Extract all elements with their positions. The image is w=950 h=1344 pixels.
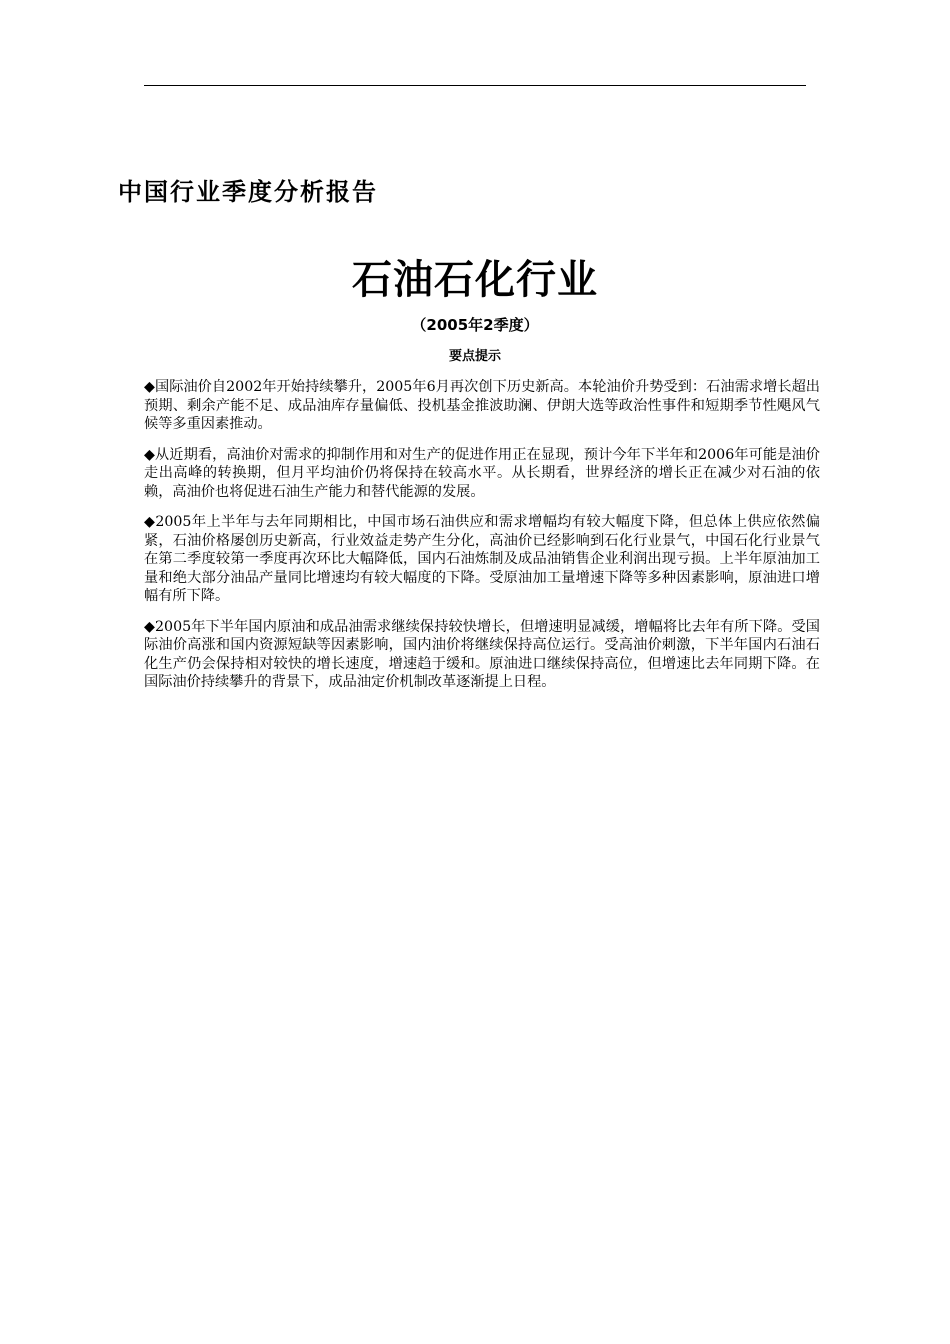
report-title: 石油石化行业: [352, 257, 598, 303]
series-title: 中国行业季度分析报告: [118, 178, 378, 206]
header-rule: [144, 85, 806, 86]
key-point-2: ◆从近期看，高油价对需求的抑制作用和对生产的促进作用正在显现，预计今年下半年和2006年可能是油价走出高峰的转换期，但月平均油价仍将保持在较高水平。从长期看，世界经济的增长正在减少对石油的依赖，高油价也将促进石油生产能力和替代能源的发展。: [144, 446, 820, 500]
key-point-1: ◆国际油价自2002年开始持续攀升，2005年6月再次创下历史新高。本轮油价升势受到：石油需求增长超出预期、剩余产能不足、成品油库存量偏低、投机基金推波助澜、伊朗大选等政治性事件和短期季节性飓风气候等多重因素推动。: [144, 379, 820, 432]
summary-heading: 要点提示: [448, 349, 501, 364]
key-point-3: ◆2005年上半年与去年同期相比，中国市场石油供应和需求增幅均有较大幅度下降，但总体上供应依然偏紧，石油价格屡创历史新高，行业效益走势产生分化，高油价已经影响到石化行业景气，中国石化行业景气在第二季度较第一季度再次环比大幅降低，国内石油炼制及成品油销售企业利润出现亏损。上半年原油加工量和绝大部分油品产量同比增速均有较大幅度的下降。受原油加工量增速下降等多种因素影响，原油进口增幅有所下降。: [144, 514, 820, 604]
report-period: （2005年2季度）: [411, 316, 539, 334]
key-points-list: [144, 378, 820, 704]
key-point-4: ◆2005年下半年国内原油和成品油需求继续保持较快增长，但增速明显减缓，增幅将比去年有所下降。受国际油价高涨和国内资源短缺等因素影响，国内油价将继续保持高位运行。受高油价刺激，下半年国内石油石化生产仍会保持相对较快的增长速度，增速趋于缓和。原油进口继续保持高位，但增速比去年同期下降。在国际油价持续攀升的背景下，成品油定价机制改革逐渐提上日程。: [144, 618, 820, 690]
